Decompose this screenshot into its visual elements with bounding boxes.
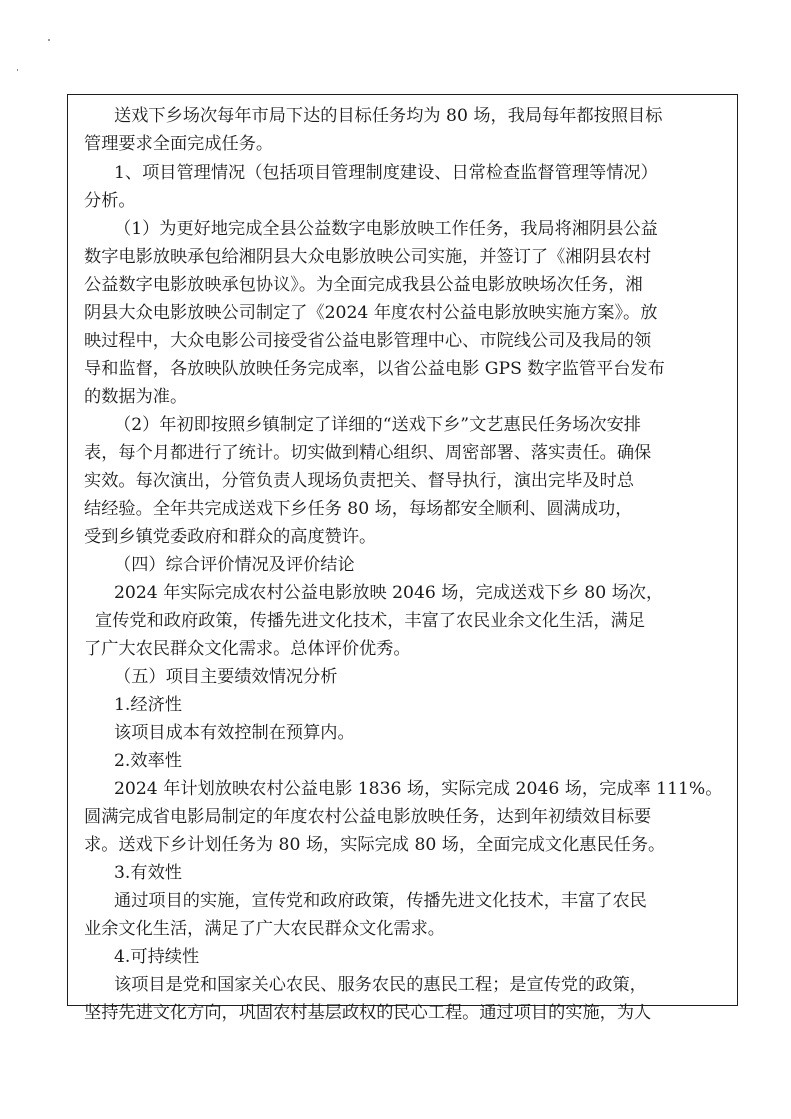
paragraph-line: 求。送戏下乡计划任务为 80 场，实际完成 80 场，全面完成文化惠民任务。 [84,835,666,855]
paragraph-line: 管理要求全面完成任务。 [84,134,274,154]
subsection-heading: 1.经济性 [114,695,182,715]
paragraph-line: 2024 年实际完成农村公益电影放映 2046 场，完成送戏下乡 80 场次， [114,583,664,603]
paragraph-line: （2）年初即按照乡镇制定了详细的“送戏下乡”文艺惠民任务场次安排 [114,415,641,435]
section-heading: （四）综合评价情况及评价结论 [114,555,355,575]
paragraph-line: 映过程中，大众电影公司接受省公益电影管理中心、市院线公司及我局的领 [84,331,652,351]
subsection-heading: 2.效率性 [114,751,182,771]
paragraph-line: 2024 年计划放映农村公益电影 1836 场，实际完成 2046 场，完成率 111%。 [114,779,723,799]
paragraph-line: （1）为更好地完成全县公益数字电影放映工作任务，我局将湘阴县公益 [114,219,658,239]
section-heading: （五）项目主要绩效情况分析 [114,667,338,687]
paragraph-line: 业余文化生活，满足了广大农民群众文化需求。 [84,919,445,939]
subsection-heading: 4.可持续性 [114,947,200,967]
paragraph-line: 坚持先进文化方向，巩固农村基层政权的民心工程。通过项目的实施，为人 [84,1003,652,1023]
scan-speck [48,39,50,41]
paragraph-line: 公益数字电影放映承包协议》。为全面完成我县公益电影放映场次任务，湘 [84,275,643,295]
section-heading: 分析。 [84,191,136,211]
paragraph-line: 通过项目的实施，宣传党和政府政策，传播先进文化技术，丰富了农民 [114,891,647,911]
paragraph-line: 阴县大众电影放映公司制定了《2024 年度农村公益电影放映实施方案》。放 [84,303,658,323]
paragraph-line: 送戏下乡场次每年市局下达的目标任务均为 80 场，我局每年都按照目标 [114,106,663,126]
section-heading: 1、项目管理情况（包括项目管理制度建设、日常检查监督管理等情况） [114,163,658,183]
scan-speck [17,69,18,71]
paragraph-line: 实效。每次演出，分管负责人现场负责把关、督导执行，演出完毕及时总 [84,471,635,491]
paragraph-line: 结经验。全年共完成送戏下乡任务 80 场，每场都安全顺利、圆满成功， [84,499,633,519]
paragraph-line: 的数据为准。 [84,387,188,407]
paragraph-line: 数字电影放映承包给湘阴县大众电影放映公司实施，并签订了《湘阴县农村 [84,247,652,267]
paragraph-line: 了广大农民群众文化需求。总体评价优秀。 [84,639,411,659]
paragraph-line: 圆满完成省电影局制定的年度农村公益电影放映任务，达到年初绩效目标要 [84,807,652,827]
paragraph-line: 受到乡镇党委政府和群众的高度赞许。 [84,527,377,547]
paragraph-line: 导和监督，各放映队放映任务完成率，以省公益电影 GPS 数字监管平台发布 [84,359,665,379]
paragraph-line: 表，每个月都进行了统计。切实做到精心组织、周密部署、落实责任。确保 [84,443,652,463]
subsection-heading: 3.有效性 [114,863,182,883]
paragraph-line: 该项目是党和国家关心农民、服务农民的惠民工程；是宣传党的政策， [114,975,647,995]
paragraph-line: 宣传党和政府政策，传播先进文化技术，丰富了农民业余文化生活，满足 [95,611,646,631]
paragraph-line: 该项目成本有效控制在预算内。 [114,723,355,743]
